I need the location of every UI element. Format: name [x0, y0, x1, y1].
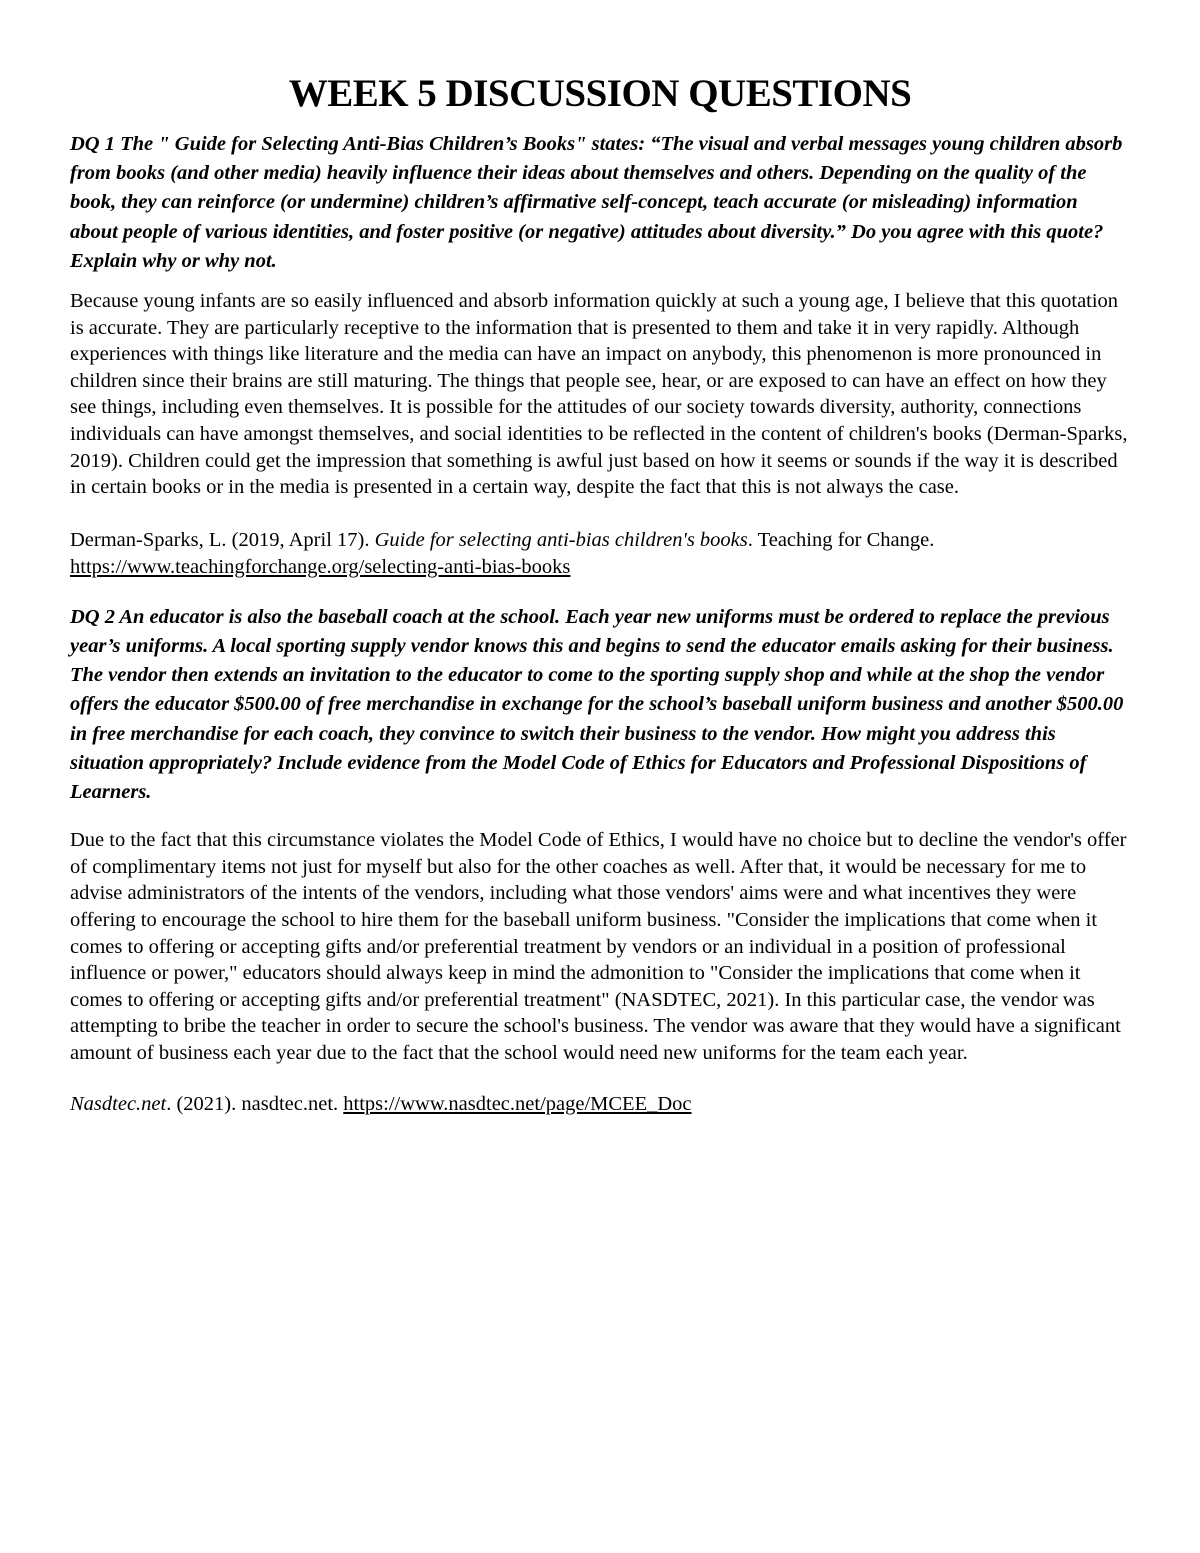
dq1-reference-suffix: . Teaching for Change. [747, 528, 935, 551]
dq1-question: DQ 1 The " Guide for Selecting Anti-Bias Children’s Books" states: “The visual and verbal messages young children absorb from books (and other media) heavily influence their ideas about themselves and others. Depending on the quality of the book, they can reinforce (or undermine) children’s affirmative self-concept, teach accurate (or misleading) information about people of various identities, and foster positive (or negative) attitudes about diversity.” Do you agree with this quote? Explain why or why not. [70, 133, 1123, 272]
dq1-reference-prefix: Derman-Sparks, L. (2019, April 17). [70, 528, 375, 551]
dq1-reference-link[interactable]: https://www.teachingforchange.org/selecting-anti-bias-books [70, 555, 571, 578]
dq2-reference-suffix: . (2021). nasdtec.net. [166, 1092, 344, 1115]
dq2-reference-title: Nasdtec.net [70, 1092, 167, 1115]
spacer [70, 276, 1130, 288]
spacer [70, 1067, 1130, 1091]
spacer [70, 581, 1130, 603]
dq1-answer: Because young infants are so easily influenced and absorb information quickly at such a young age, I believe that this quotation is accurate. They are particularly receptive to the information that is presented to them and take it in very rapidly. Although experiences with things like literature and the media can have an impact on anybody, this phenomenon is more pronounced in children since their brains are still maturing. The things that people see, hear, or are exposed to can have an effect on how they see things, including even themselves. It is possible for the attitudes of our society towards diversity, authority, connections individuals can have amongst themselves, and social identities to be reflected in the content of children's books (Derman-Sparks, 2019). Children could get the impression that something is awful just based on how it seems or sounds if the way it is described in certain books or in the media is presented in a certain way, despite the fact that this is not always the case. [70, 290, 1128, 499]
dq2-reference-link[interactable]: https://www.nasdtec.net/page/MCEE_Doc [343, 1092, 692, 1115]
dq1-reference-title: Guide for selecting anti-bias children's books [374, 528, 748, 551]
dq2-question: DQ 2 An educator is also the baseball coach at the school. Each year new uniforms must be ordered to replace the previous year’s uniforms. A local sporting supply vendor knows this and begins to send the educator emails asking for their business. The vendor then extends an invitation to the educator to come to the sporting supply shop and while at the shop the vendor offers the educator $500.00 of free merchandise in exchange for the school’s baseball uniform business and another $500.00 in free merchandise for each coach, they convince to switch their business to the vendor. How might you address this situation appropriately? Include evidence from the Model Code of Ethics for Educators and Professional Dispositions of Learners. [70, 605, 1124, 803]
dq1-reference [70, 527, 1130, 581]
document-page [70, 70, 1130, 1118]
spacer [70, 807, 1130, 827]
dq2-reference [70, 1091, 1130, 1118]
spacer [70, 501, 1130, 527]
document-title: WEEK 5 DISCUSSION QUESTIONS [288, 72, 912, 115]
dq2-answer: Due to the fact that this circumstance violates the Model Code of Ethics, I would have no choice but to decline the vendor's offer of complimentary items not just for myself but also for the other coaches as well. After that, it would be necessary for me to advise administrators of the intents of the vendors, including what those vendors' aims were and what incentives they were offering to encourage the school to hire them for the baseball uniform business. "Consider the implications that come when it comes to offering or accepting gifts and/or preferential treatment by vendors or an individual in a position of professional influence or power," educators should always keep in mind the admonition to "Consider the implications that come when it comes to offering or accepting gifts and/or preferential treatment" (NASDTEC, 2021). In this particular case, the vendor was attempting to bribe the teacher in order to secure the school's business. The vendor was aware that they would have a significant amount of business each year due to the fact that the school would need new uniforms for the team each year. [70, 829, 1127, 1064]
